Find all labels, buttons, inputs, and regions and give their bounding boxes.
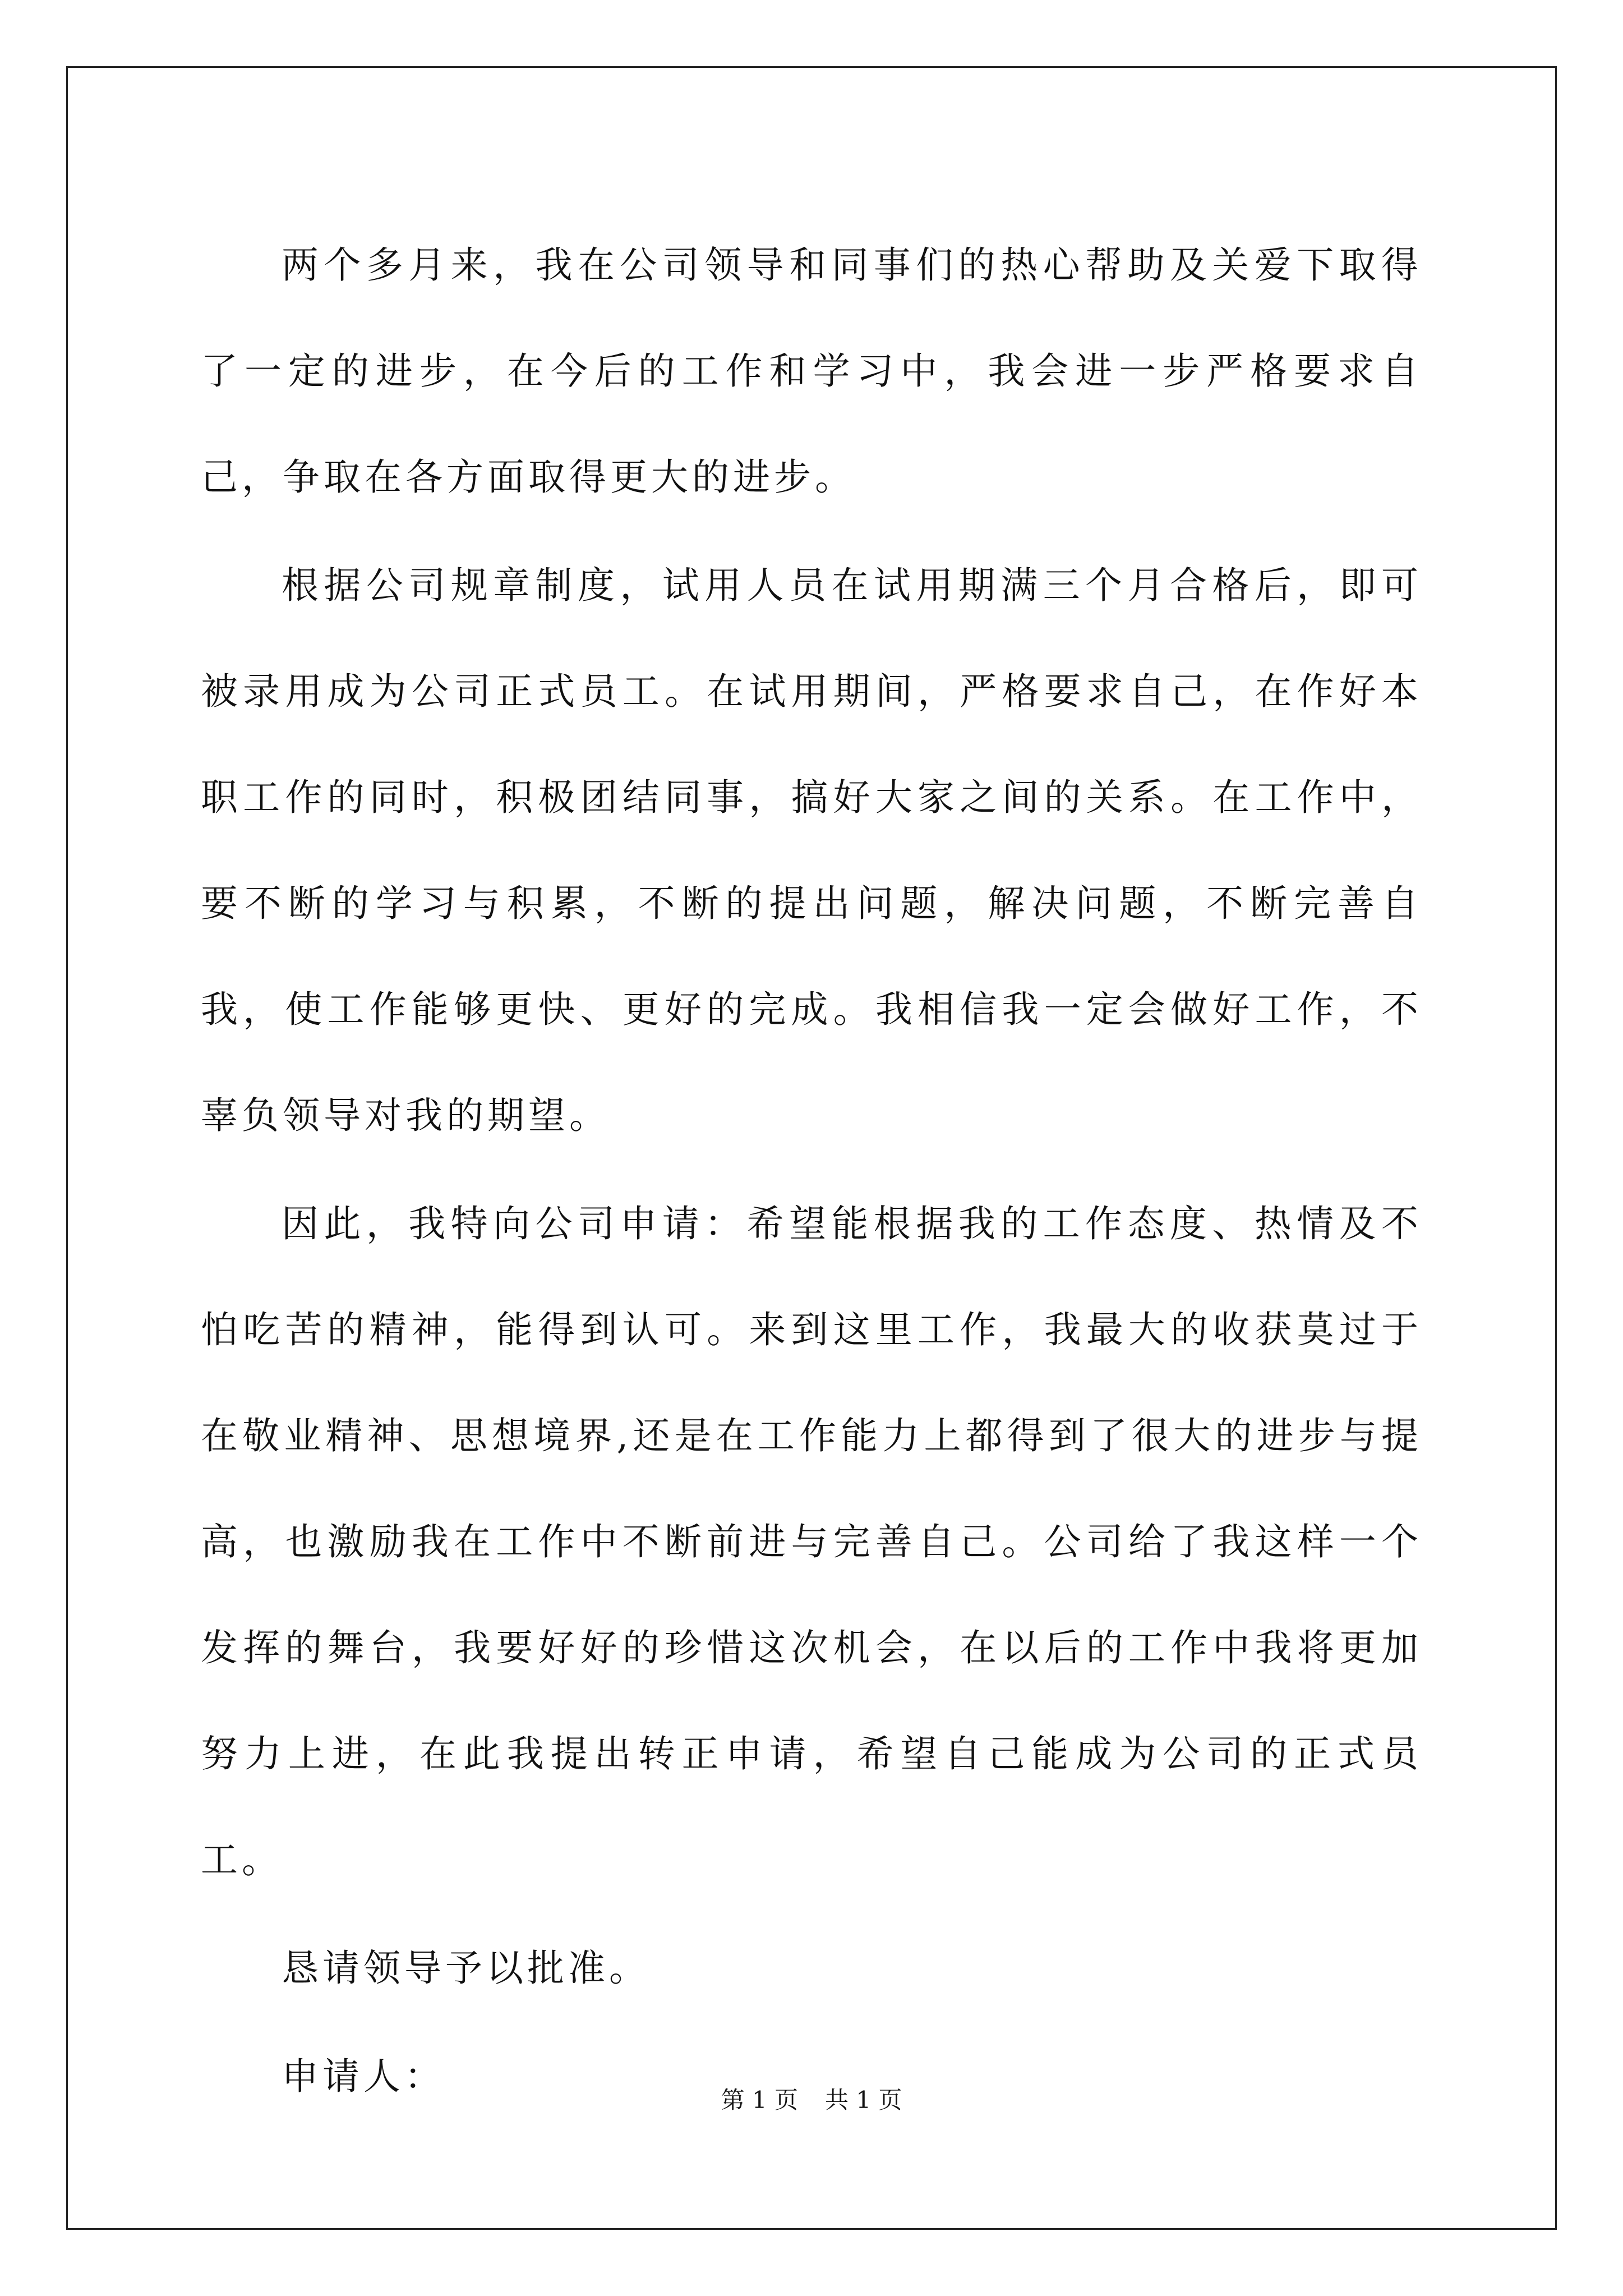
paragraph-request-approval: 恳请领导予以批准。 xyxy=(282,1947,650,1990)
paragraph-applicant: 申请人： xyxy=(282,2055,445,2098)
page-footer xyxy=(0,2083,1623,2117)
paragraph-regulations: 根据公司规章制度，试用人员在试用期满三个月合格后，即可被录用成为公司正式员工。在试用期间，严格要求自己，在作好本职工作的同时，积极团结同事，搞好大家之间的关系。在工作中，要不断的学习与积累，不断的提出问题，解决问题，不断完善自我，使工作能够更快、更好的完成。我相信我一定会做好工作，不辜负领导对我的期望。 xyxy=(201,564,1422,1137)
paragraph-application: 因此，我特向公司申请：希望能根据我的工作态度、热情及不怕吃苦的精神，能得到认可。来到这里工作，我最大的收获莫过于在敬业精神、思想境界,还是在工作能力上都得到了很大的进步与提高，也激励我在工作中不断前进与完善自己。公司给了我这样一个发挥的舞台，我要好好的珍惜这次机会，在以后的工作中我将更加努力上进，在此我提出转正申请，希望自己能成为公司的正式员工。 xyxy=(201,1202,1422,1881)
paragraph-progress: 两个多月来，我在公司领导和同事们的热心帮助及关爱下取得了一定的进步，在今后的工作和学习中，我会进一步严格要求自己，争取在各方面取得更大的进步。 xyxy=(201,243,1422,499)
document-body xyxy=(201,212,1422,2132)
page-total: 共 1 页 xyxy=(825,2086,902,2114)
page-number: 第 1 页 xyxy=(721,2086,798,2114)
